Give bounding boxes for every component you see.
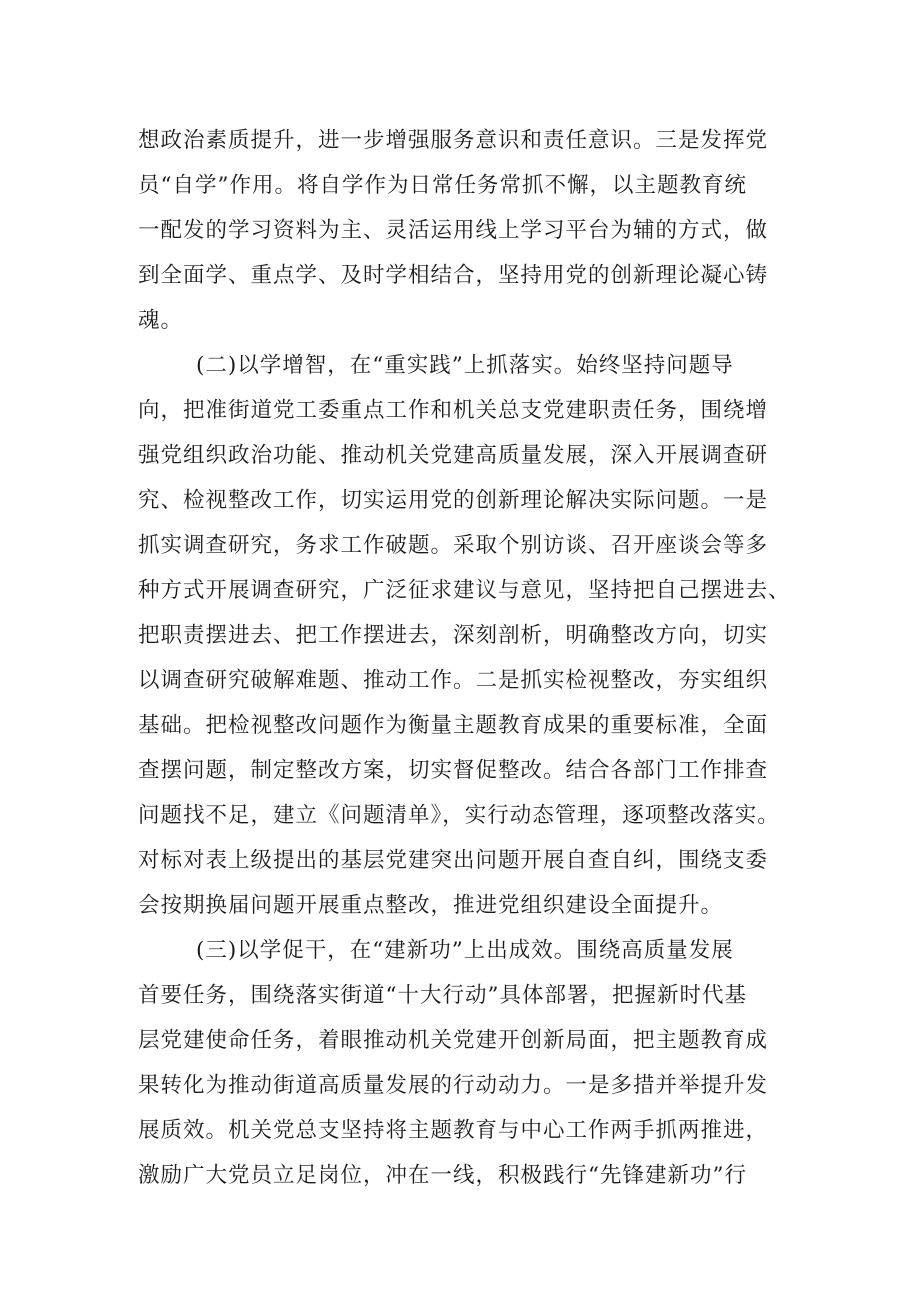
paragraph-continuation	[138, 118, 794, 343]
text-line: 一配发的学习资料为主、灵活运用线上学习平台为辅的方式，做	[138, 218, 769, 243]
text-line: 究、检视整改工作，切实运用党的创新理论解决实际问题。一是	[138, 488, 769, 513]
text-line: 查摆问题，制定整改方案，切实督促整改。结合各部门工作排查	[138, 758, 769, 783]
text-line: 抓实调查研究，务求工作破题。采取个别访谈、召开座谈会等多	[138, 533, 769, 558]
text-line: 魂。	[138, 308, 184, 333]
text-line: 到全面学、重点学、及时学相结合，坚持用党的创新理论凝心铸	[138, 263, 769, 288]
text-line: 展质效。机关党总支坚持将主题教育与中心工作两手抓两推进，	[138, 1118, 769, 1143]
paragraph-section-3	[138, 928, 794, 1198]
document-page	[138, 118, 794, 1198]
text-line: 以调查研究破解难题、推动工作。二是抓实检视整改，夯实组织	[138, 668, 769, 693]
section-heading-line: (三)以学促干，在“建新功”上出成效。围绕高质量发展	[196, 938, 734, 963]
text-line: 向，把准街道党工委重点工作和机关总支党建职责任务，围绕增	[138, 398, 769, 423]
text-line: 员“自学”作用。将自学作为日常任务常抓不懈，以主题教育统	[138, 173, 747, 198]
text-line: 强党组织政治功能、推动机关党建高质量发展，深入开展调查研	[138, 443, 769, 468]
text-line: 激励广大党员立足岗位，冲在一线，积极践行“先锋建新功”行	[138, 1163, 747, 1188]
text-line: 问题找不足，建立《问题清单》，实行动态管理，逐项整改落实。	[138, 803, 780, 828]
text-line: 首要任务，围绕落实街道“十大行动”具体部署，把握新时代基	[138, 983, 747, 1008]
text-line: 对标对表上级提出的基层党建突出问题开展自查自纠，围绕支委	[138, 848, 769, 873]
text-line: 层党建使命任务，着眼推动机关党建开创新局面，把主题教育成	[138, 1028, 769, 1053]
text-line: 会按期换届问题开展重点整改，推进党组织建设全面提升。	[138, 893, 724, 918]
text-line: 想政治素质提升，进一步增强服务意识和责任意识。三是发挥党	[138, 128, 769, 153]
section-heading-line: (二)以学增智，在“重实践”上抓落实。始终坚持问题导	[196, 353, 734, 378]
paragraph-section-2	[138, 343, 794, 928]
text-line: 基础。把检视整改问题作为衡量主题教育成果的重要标准，全面	[138, 713, 769, 738]
text-line: 把职责摆进去、把工作摆进去，深刻剖析，明确整改方向，切实	[138, 623, 769, 648]
text-line: 种方式开展调查研究，广泛征求建议与意见，坚持把自己摆进去、	[138, 578, 791, 603]
text-line: 果转化为推动街道高质量发展的行动动力。一是多措并举提升发	[138, 1073, 769, 1098]
